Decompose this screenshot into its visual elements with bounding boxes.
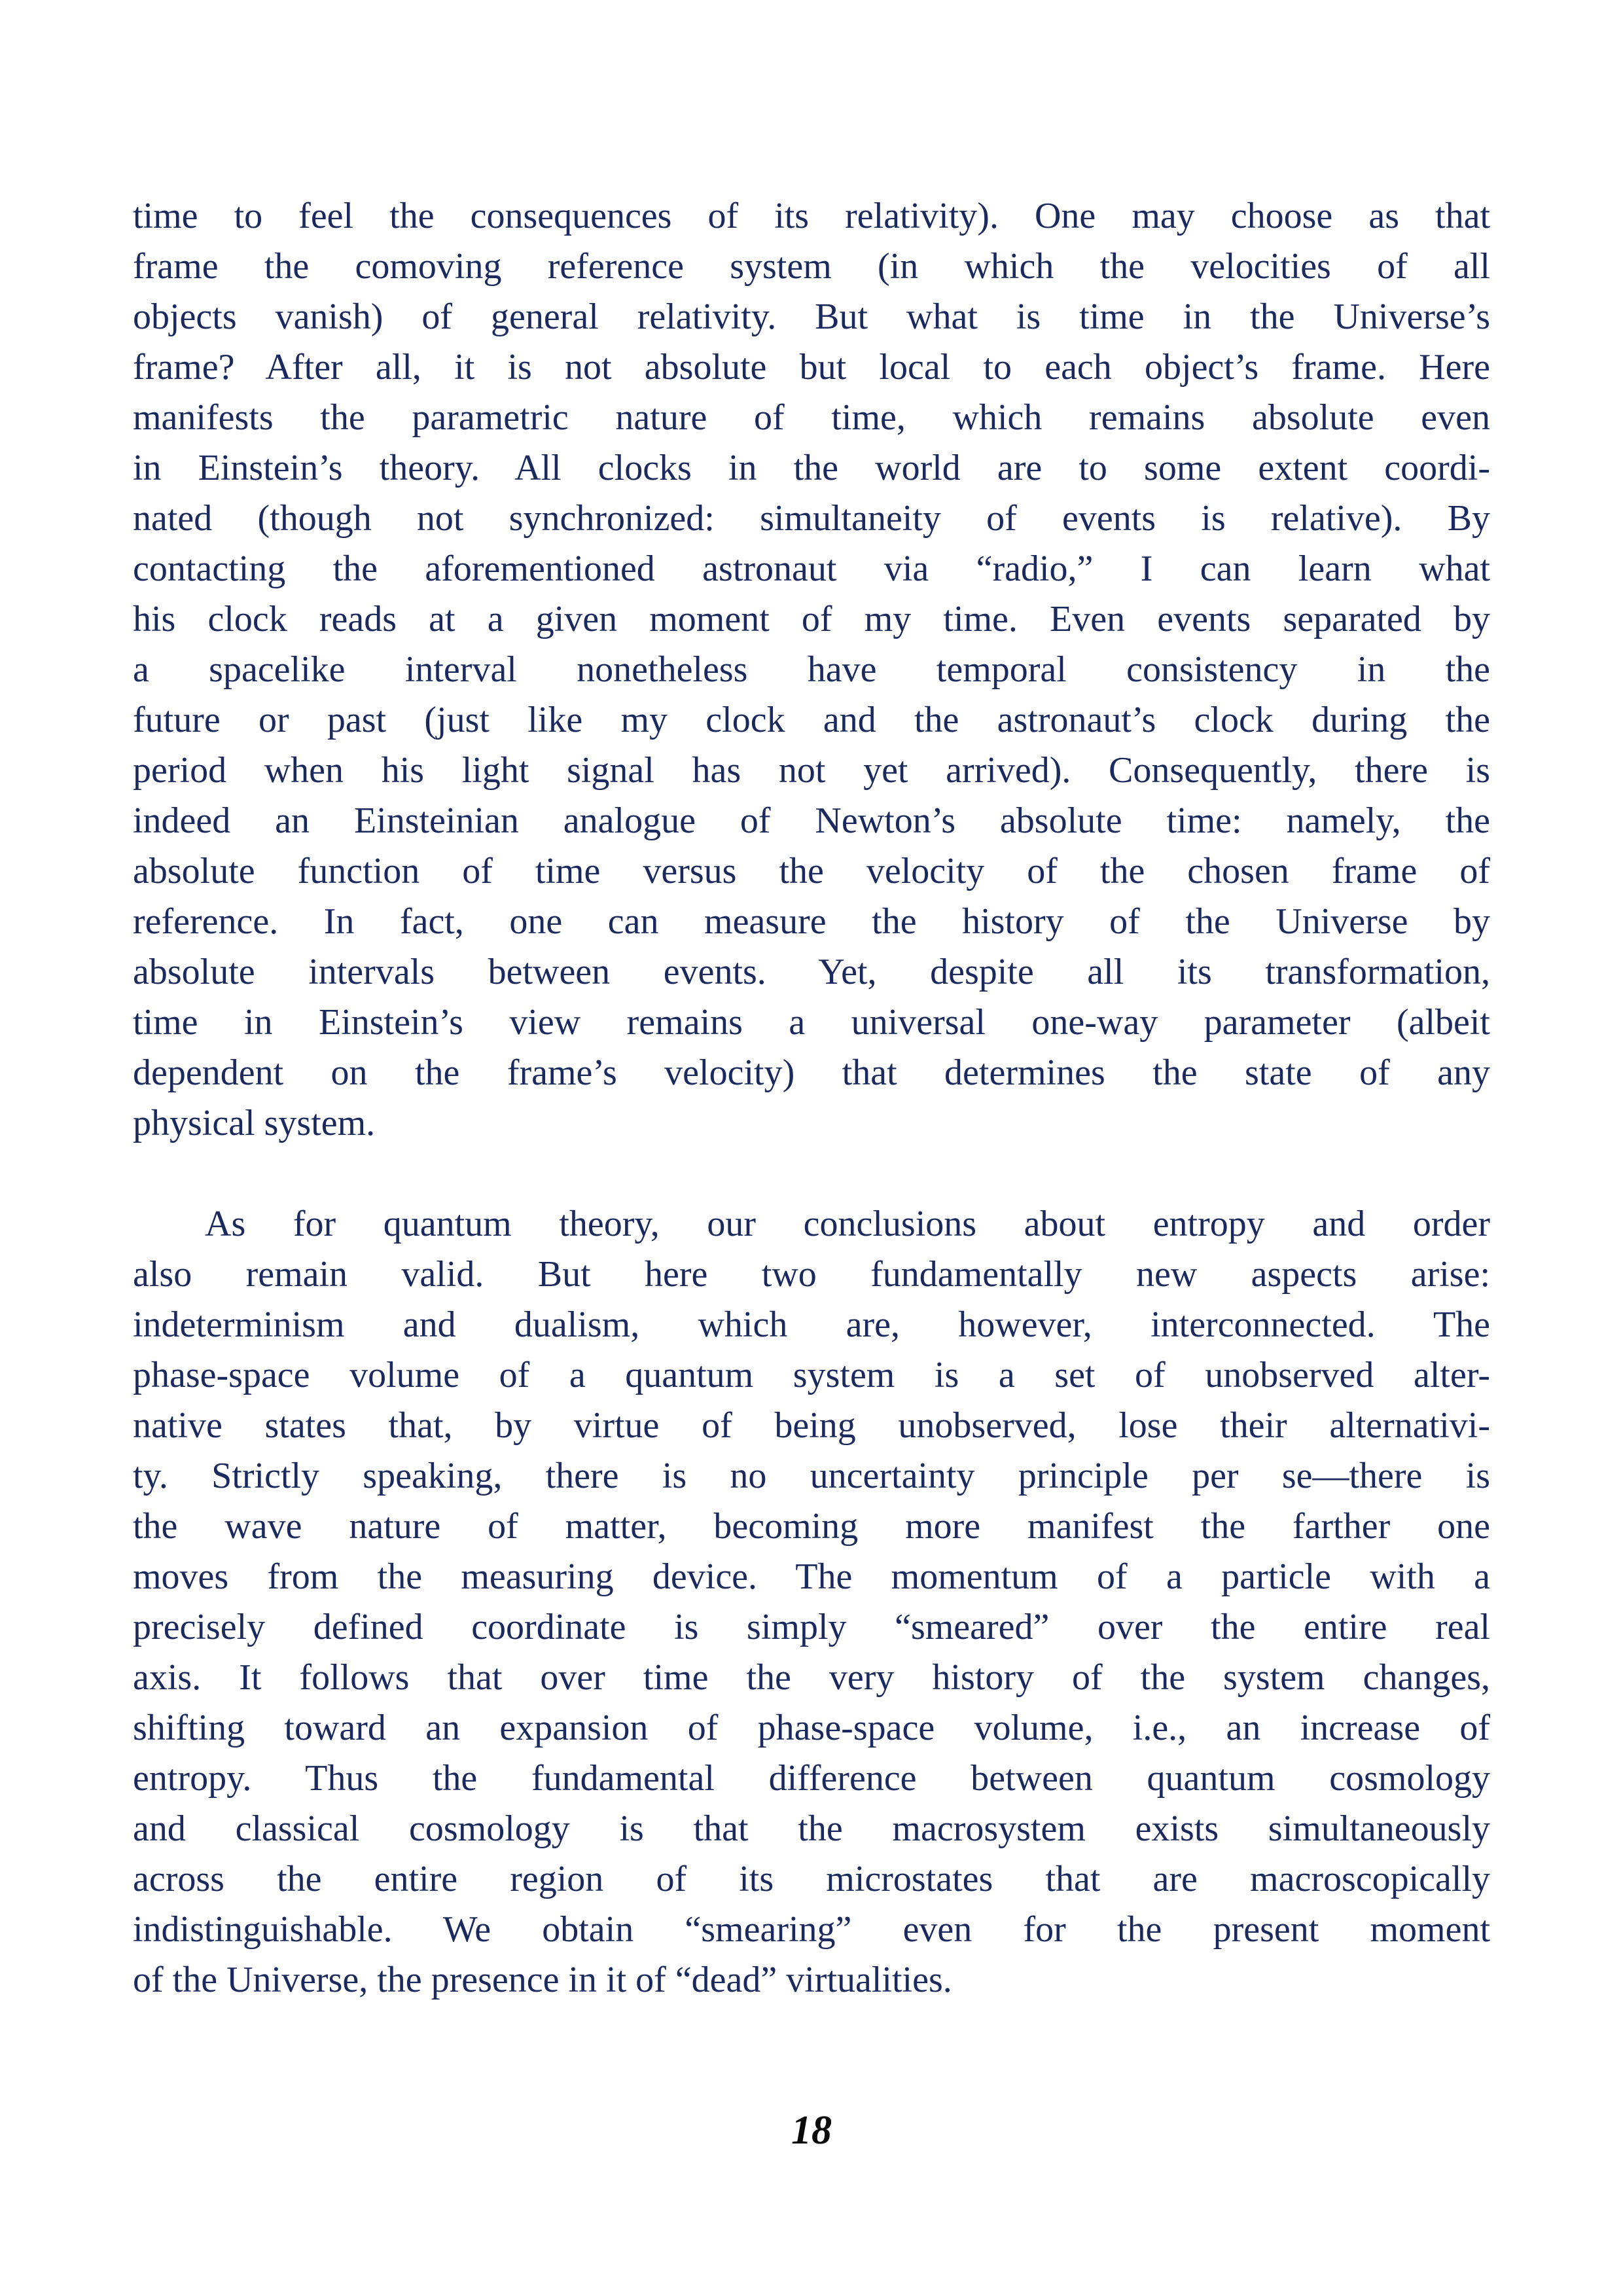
- text-line: indeterminism and dualism, which are, however, interconnected. The: [133, 1304, 1490, 1345]
- text-line: native states that, by virtue of being unobserved, lose their alternativi-: [133, 1405, 1490, 1446]
- text-line: As for quantum theory, our conclusions about entropy and order: [205, 1204, 1490, 1244]
- text-line: time to feel the consequences of its relativity). One may choose as that: [133, 196, 1490, 236]
- text-line: entropy. Thus the fundamental difference between quantum cosmology: [133, 1758, 1490, 1799]
- paragraph: [133, 1199, 1490, 2005]
- text-line: also remain valid. But here two fundamentally new aspects arise:: [133, 1254, 1490, 1295]
- text-line: contacting the aforementioned astronaut via “radio,” I can learn what: [133, 548, 1490, 589]
- page-number: 18: [791, 2108, 832, 2153]
- text-block: [133, 191, 1490, 2005]
- text-line: a spacelike interval nonetheless have temporal consistency in the: [133, 649, 1490, 690]
- text-line: physical system.: [133, 1103, 376, 1143]
- text-line: manifests the parametric nature of time, which remains absolute even: [133, 397, 1490, 438]
- text-line: reference. In fact, one can measure the history of the Universe by: [133, 901, 1490, 942]
- text-line: across the entire region of its microstates that are macroscopically: [133, 1859, 1490, 1899]
- text-line: absolute intervals between events. Yet, despite all its transformation,: [133, 952, 1490, 992]
- text-line: in Einstein’s theory. All clocks in the world are to some extent coordi-: [133, 448, 1490, 488]
- text-line: of the Universe, the presence in it of “dead” virtualities.: [133, 1960, 952, 2000]
- text-line: frame? After all, it is not absolute but local to each object’s frame. Here: [133, 347, 1490, 387]
- text-line: period when his light signal has not yet arrived). Consequently, there is: [133, 750, 1490, 791]
- text-line: objects vanish) of general relativity. But what is time in the Universe’s: [133, 296, 1490, 337]
- text-line: his clock reads at a given moment of my time. Even events separated by: [133, 599, 1490, 639]
- text-line: absolute function of time versus the velocity of the chosen frame of: [133, 851, 1490, 891]
- paragraph: [133, 191, 1490, 1149]
- text-line: time in Einstein’s view remains a universal one-way parameter (albeit: [133, 1002, 1490, 1043]
- text-line: axis. It follows that over time the very history of the system changes,: [133, 1657, 1490, 1698]
- text-line: and classical cosmology is that the macrosystem exists simultaneously: [133, 1808, 1490, 1849]
- text-line: indeed an Einsteinian analogue of Newton’s absolute time: namely, the: [133, 800, 1490, 841]
- text-line: dependent on the frame’s velocity) that determines the state of any: [133, 1052, 1490, 1093]
- text-line: future or past (just like my clock and the astronaut’s clock during the: [133, 700, 1490, 740]
- text-line: ty. Strictly speaking, there is no uncertainty principle per se—there is: [133, 1456, 1490, 1496]
- text-line: frame the comoving reference system (in which the velocities of all: [133, 246, 1490, 287]
- text-line: nated (though not synchronized: simultaneity of events is relative). By: [133, 498, 1490, 539]
- text-line: moves from the measuring device. The momentum of a particle with a: [133, 1556, 1490, 1597]
- text-line: precisely defined coordinate is simply “smeared” over the entire real: [133, 1607, 1490, 1647]
- text-line: shifting toward an expansion of phase-space volume, i.e., an increase of: [133, 1708, 1490, 1748]
- text-line: phase-space volume of a quantum system is a set of unobserved alter-: [133, 1355, 1490, 1395]
- text-line: the wave nature of matter, becoming more manifest the farther one: [133, 1506, 1490, 1547]
- text-line: indistinguishable. We obtain “smearing” even for the present moment: [133, 1909, 1490, 1950]
